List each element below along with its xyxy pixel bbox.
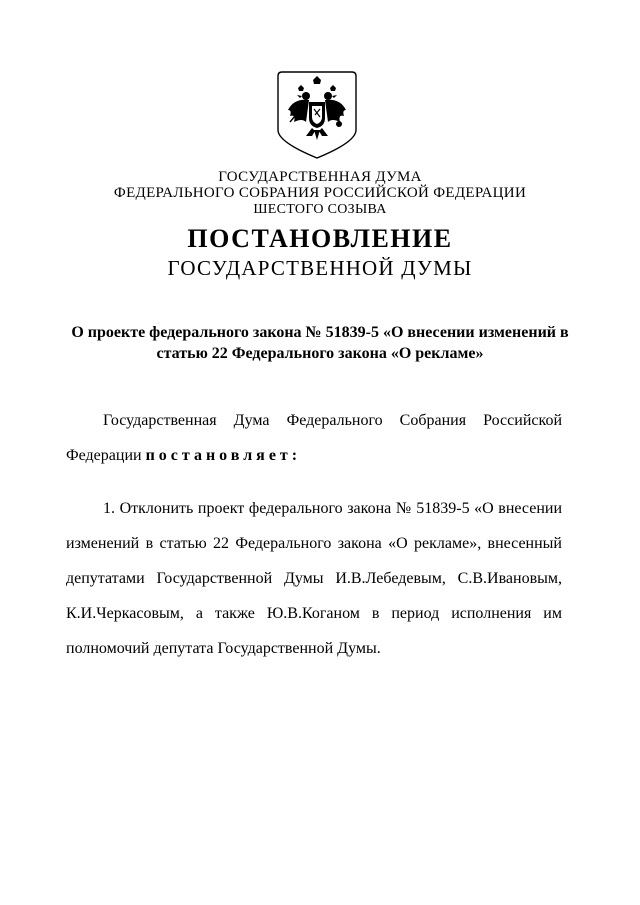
item-1-paragraph	[66, 500, 562, 675]
document-subtitle: ГОСУДАРСТВЕННОЙ ДУМЫ	[167, 256, 473, 280]
preamble-paragraph	[66, 412, 562, 482]
header-line-duma: ГОСУДАРСТВЕННАЯ ДУМА	[218, 169, 422, 185]
double-headed-eagle-icon	[276, 70, 358, 160]
document-title: ПОСТАНОВЛЕНИЕ	[187, 224, 453, 253]
item-line: 1. Отклонить проект федерального закона № 51839-5 «О внесении	[103, 500, 562, 517]
item-line: депутатами Государственной Думы И.В.Лебедевым, С.В.Ивановым,	[66, 570, 562, 587]
preamble-text: Федерации	[66, 447, 142, 464]
subject-line: статью 22 Федерального закона «О рекламе»	[156, 345, 484, 362]
item-line: К.И.Черкасовым, а также Ю.В.Коганом в период исполнения им	[66, 605, 562, 622]
header-line-federal-assembly: ФЕДЕРАЛЬНОГО СОБРАНИЯ РОССИЙСКОЙ ФЕДЕРАЦИИ	[113, 185, 527, 201]
preamble-line: Государственная Дума Федерального Собрания Российской	[103, 412, 562, 429]
item-line: полномочий депутата Государственной Думы.	[66, 640, 381, 657]
item-line: изменений в статью 22 Федерального закона «О рекламе», внесенный	[66, 535, 562, 552]
subject-line: О проекте федерального закона № 51839-5 «О внесении изменений в	[71, 324, 569, 341]
preamble-line	[66, 447, 562, 482]
header-line-convocation: ШЕСТОГО СОЗЫВА	[253, 202, 387, 217]
decree-word: постановляет:	[145, 447, 302, 464]
document-subject	[66, 322, 574, 364]
